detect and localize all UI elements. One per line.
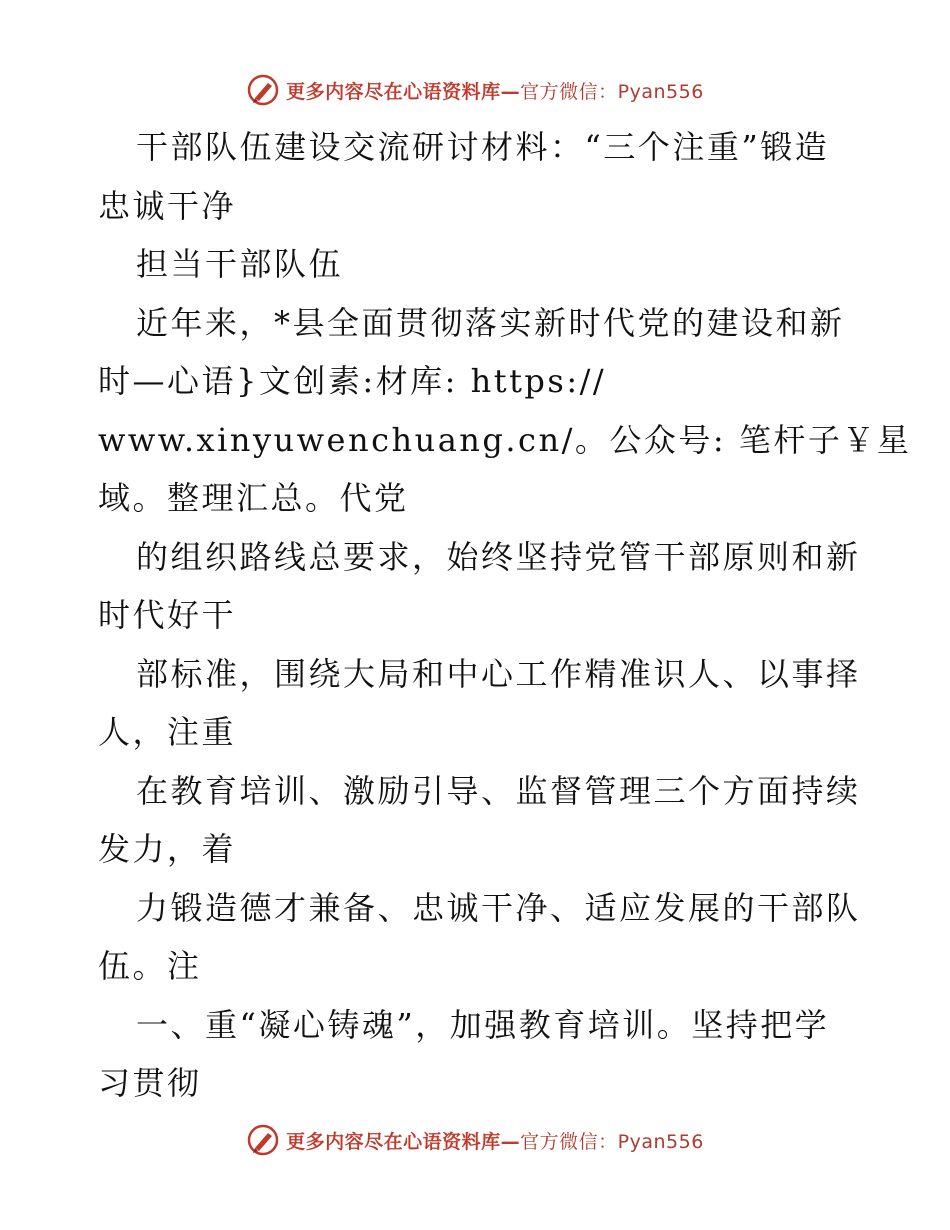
text-line: 担当干部队伍 [136,245,344,283]
header-watermark-banner [0,70,950,110]
banner-separator: — [500,1130,521,1153]
text-line: 发力，着 [98,830,237,868]
pen-logo-icon [246,73,280,107]
banner-separator: — [500,80,521,103]
text-line: 人，注重 [98,713,237,751]
text-line: 域。整理汇总。代党 [98,479,409,517]
text-line: 在教育培训、激励引导、监督管理三个方面持续 [136,771,861,810]
banner-text [286,77,704,104]
pen-logo-icon [246,1123,280,1157]
text-line: 时代好干 [98,596,237,634]
banner-site-text: 更多内容尽在心语资料库 [286,1130,501,1153]
text-line: 的组织路线总要求，始终坚持党管干部原则和新 [136,537,861,576]
banner-text [286,1127,704,1154]
text-line: 干部队伍建设交流研讨材料：“三个注重”锻造 [136,128,830,166]
footer-watermark-banner [0,1120,950,1160]
text-line: 忠诚干净 [98,186,237,225]
text-line: 力锻造德才兼备、忠诚干净、适应发展的干部队 [136,888,861,927]
banner-wechat-text: 官方微信：Pyan556 [520,1130,704,1153]
text-line: 伍。注 [98,947,202,985]
text-line: www.xinyuwenchuang.cn/。公众号: 笔杆子￥星 [98,420,912,459]
text-line: 部标准，围绕大局和中心工作精准识人、以事择 [136,654,861,693]
banner-site-text: 更多内容尽在心语资料库 [286,80,501,103]
text-line: 一、重“凝心铸魂”，加强教育培训。坚持把学 [136,1005,830,1044]
banner-wechat-text: 官方微信：Pyan556 [520,80,704,103]
text-line: 习贯彻 [98,1064,202,1102]
text-line: 时—心语}文创素:材库: https:// [98,362,607,400]
document-body [98,118,912,1113]
text-line: 近年来，*县全面贯彻落实新时代党的建设和新 [136,303,845,342]
